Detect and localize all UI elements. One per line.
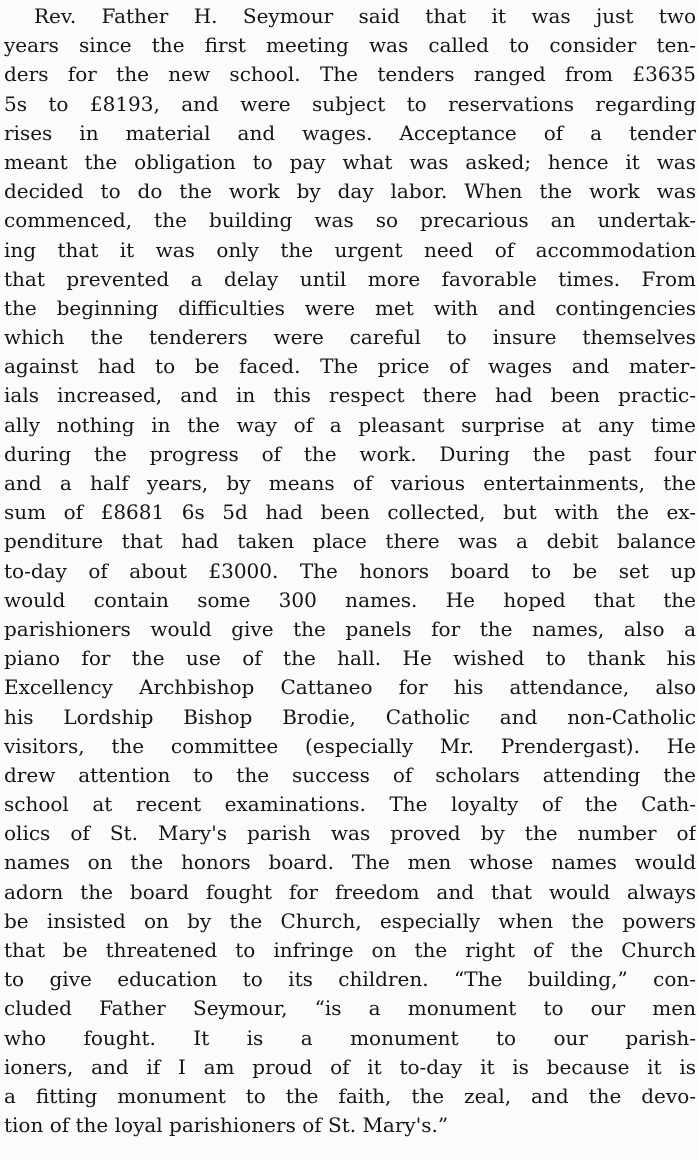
article-line: during the progress of the work. During the past four (4, 441, 696, 466)
article-line: to-day of about £3000. The honors board to be set up (4, 558, 696, 583)
article-line: ders for the new school. The tenders ranged from £3635 (4, 62, 696, 87)
article-line: against had to be faced. The price of wages and mater- (4, 354, 696, 379)
article-line: tion of the loyal parishioners of St. Mary's.” (4, 1113, 449, 1138)
article-line: Rev. Father H. Seymour said that it was just two (34, 4, 696, 28)
article-line: drew attention to the success of scholars attending the (4, 762, 696, 787)
article-line: school at recent examinations. The loyalty of the Cath- (4, 792, 696, 817)
article-line: meant the obligation to pay what was asked; hence it was (4, 149, 696, 174)
article-line: 5s to £8193, and were subject to reservations regarding (4, 91, 696, 116)
article-line: cluded Father Seymour, “is a monument to our men (4, 996, 696, 1021)
article-line: ing that it was only the urgent need of accommodation (4, 237, 696, 262)
article-line: a fitting monument to the faith, the zeal, and the devo- (4, 1083, 696, 1108)
article-line: adorn the board fought for freedom and that would always (4, 879, 696, 904)
article-line: which the tenderers were careful to insure themselves (4, 325, 696, 350)
article-line: olics of St. Mary's parish was proved by the number of (4, 821, 696, 846)
article-line: that be threatened to infringe on the right of the Church (4, 938, 696, 962)
article-line: commenced, the building was so precarious an undertak- (4, 208, 696, 233)
article-line: who fought. It is a monument to our parish- (4, 1025, 696, 1050)
article-line: ally nothing in the way of a pleasant surprise at any time (4, 412, 696, 437)
article-line: the beginning difficulties were met with and contingencies (4, 295, 696, 320)
article-line: Excellency Archbishop Cattaneo for his attendance, also (4, 675, 696, 700)
article-line: years since the first meeting was called to consider ten- (4, 33, 696, 58)
article-line: sum of £8681 6s 5d had been collected, but with the ex- (4, 500, 696, 525)
article-line: rises in material and wages. Acceptance of a tender (4, 120, 696, 145)
article-line: that prevented a delay until more favorable times. From (4, 266, 696, 291)
article-line: be insisted on by the Church, especially when the powers (4, 908, 696, 933)
article-line: visitors, the committee (especially Mr. Prendergast). He (4, 733, 696, 758)
article-line: piano for the use of the hall. He wished to thank his (4, 646, 696, 671)
article-line: to give education to its children. “The building,” con- (4, 967, 696, 992)
article-line: penditure that had taken place there was a debit balance (4, 529, 696, 554)
article-line: ials increased, and in this respect there had been practic- (4, 383, 696, 408)
article-column (4, 2, 696, 1140)
article-line: and a half years, by means of various entertainments, the (4, 471, 696, 495)
article-line: decided to do the work by day labor. When the work was (4, 179, 696, 204)
article-line: would contain some 300 names. He hoped that the (4, 587, 696, 612)
article-line: parishioners would give the panels for the names, also a (4, 616, 696, 641)
article-line: ioners, and if I am proud of it to-day it is because it is (4, 1054, 696, 1079)
article-line: his Lordship Bishop Brodie, Catholic and non-Catholic (4, 704, 696, 729)
article-line: names on the honors board. The men whose names would (4, 850, 696, 875)
